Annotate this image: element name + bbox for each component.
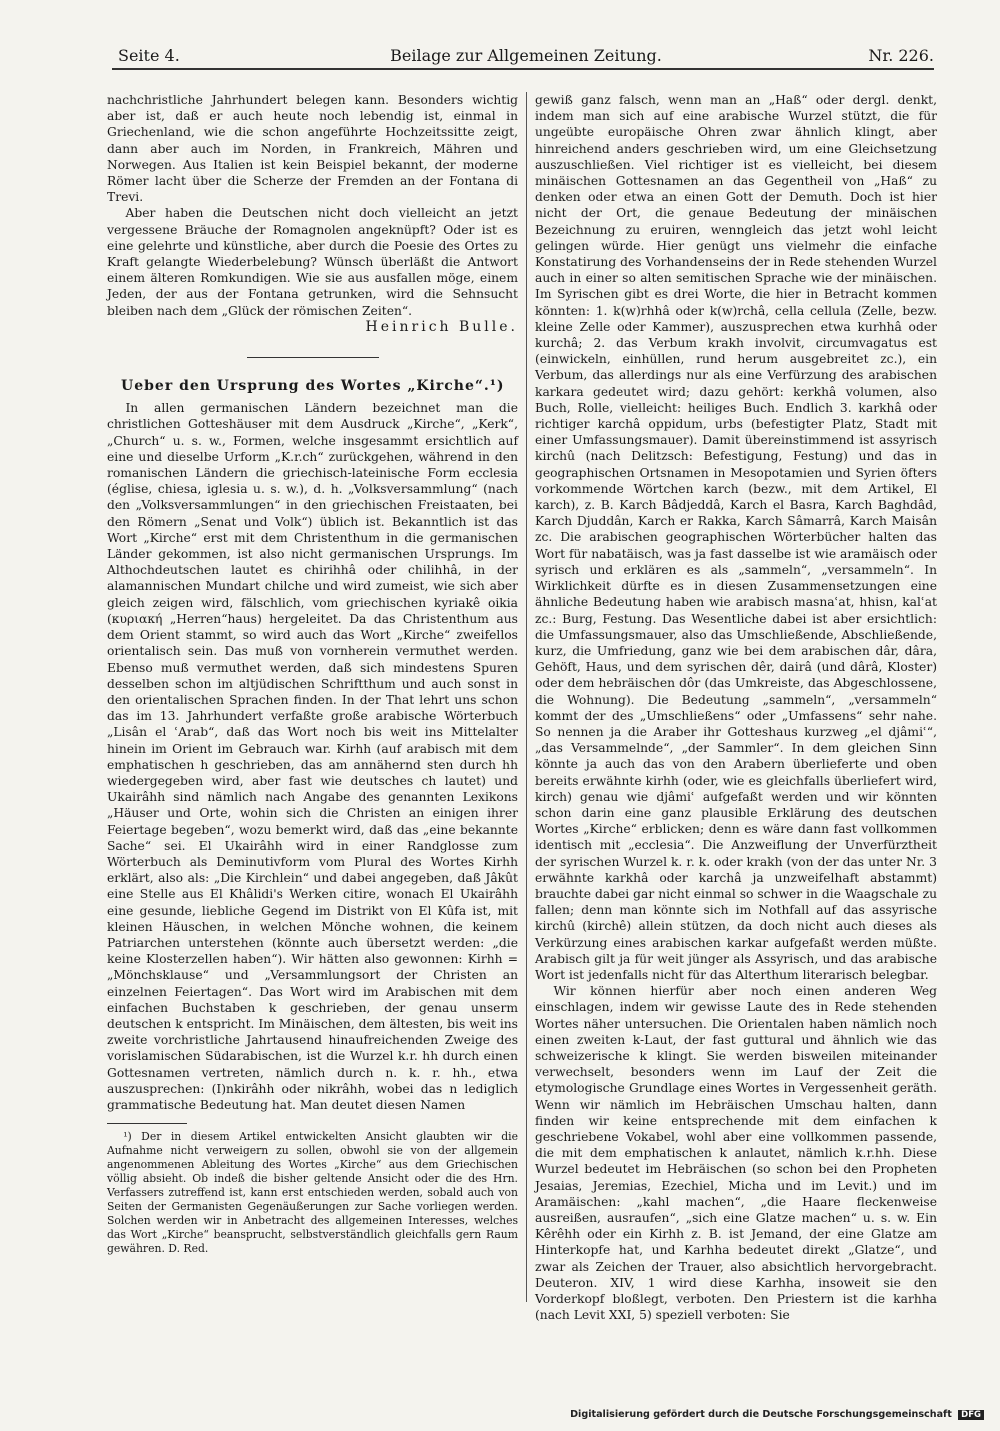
column-divider [526, 92, 527, 1302]
dfg-logo: DFG [958, 1410, 984, 1420]
header-rule [112, 68, 934, 70]
paragraph: gewiß ganz falsch, wenn man an „Haß“ oder dergl. denkt, indem man sich auf eine arabische Wurzel stützt, die für ungeübte europäische Ohren zwar ähnlich klingt, aber hinreichend anders geschrieben wird, um eine Gleichsetzung auszuschließen. Viel richtiger ist es vielleicht, bei diesem minäischen Gottesnamen an das Gegentheil von „Haß“ zu denken oder etwa an einen Gott der Demuth. Doch ist hier nicht der Ort, die genaue Bedeutung der minäischen Bezeichnung zu eruiren, wenngleich das jetzt wohl leicht gelingen würde. Hier genügt uns vielmehr die einfache Konstatirung des Vorhandenseins der in Rede stehenden Wurzel auch in einer so alten semitischen Sprache wie der minäischen. Im Syrischen gibt es drei Worte, die hier in Betracht kommen könnten: 1. k(w)rhhâ oder k(w)rchâ, cella cellula (Zelle, bezw. kleine Zelle oder Kammer), auszusprechen etwa kurhhâ oder kurchâ; 2. das Verbum krakh involvit, circumvagatus est (einwickeln, einhüllen, rund herum ausgebreitet zc.), ein Verbum, das allerdings nur als eine Verfürzung des arabischen karkara gedeutet wird; dazu gehört: kerkhâ volumen, also Buch, Rolle, vielleicht: heiliges Buch. Endlich 3. karkhâ oder richtiger karchâ oppidum, urbs (befestigter Platz, Stadt mit einer Umfassungsmauer). Damit übereinstimmend ist assyrisch kirchû (nach Delitzsch: Befestigung, Festung) und das in geographischen Ortsnamen in Mesopotamien und Syrien öfters vorkommende Wörtchen karch (bezw., mit dem Artikel, El karch), z. B. Karch Bâdjeddâ, Karch el Basra, Karch Baghdâd, Karch Djuddân, Karch er Rakka, Karch Sâmarrâ, Karch Maisân zc. Die arabischen geographischen Wörterbücher halten das Wort für nabatäisch, was ja fast dasselbe ist wie aramäisch oder syrisch und erklären es als „sammeln“, „versammeln“. In Wirklichkeit dürfte es in diesen Zusammensetzungen eine ähnliche Bedeutung haben wie arabisch masnaʿat, hhisn, kalʿat zc.: Burg, Festung. Das Wesentliche dabei ist aber ersichtlich: die Umfassungsmauer, also das Umschließende, Abschließende, kurz, die Umfriedung, ganz wie bei dem arabischen dâr, dâra, Gehöft, Haus, und dem syrischen dêr, dairâ (und dârâ, Kloster) oder dem hebräischen dôr (das Umkreiste, das Abgeschlossene, die Wohnung). Die Bedeutung „sammeln“, „versammeln“ kommt der des „Umschließens“ oder „Umfassens“ sehr nahe. So nennen ja die Araber ihr Gotteshaus kurzweg „el djâmiʿ“, „das Versammelnde“, „der Sammler“. In dem gleichen Sinn könnte ja auch das von den Arabern überlieferte und oben bereits erwähnte kirhh (oder, wie es gleichfalls überliefert wird, kirch) genau wie djâmiʿ aufgefaßt werden und wir könnten schon darin eine ganz plausible Erklärung des deutschen Wortes „Kirche“ erblicken; denn es wäre dann fast vollkommen identisch mit „ecclesia“. Die Anzweiflung der Unverfürztheit der syrischen Wurzel k. r. k. oder krakh (von der das unter Nr. 3 erwähnte karkhâ oder karchâ ja unzweifelhaft abstammt) brauchte dabei gar nicht einmal so schwer in die Waagschale zu fallen; denn man könnte sich im Nothfall auf das assyrische kirchû (kirchê) allein stützen, da doch nicht auch dieses als Verkürzung eines arabischen karkar aufgefaßt werden müßte. Arabisch gilt ja für weit jünger als Assyrisch, und das arabische Wort ist jedenfalls nicht für das Alterthum literarisch belegbar. [535, 93, 937, 982]
paragraph: In allen germanischen Ländern bezeichnet man die christlichen Gotteshäuser mit dem Ausdruck „Kirche“, „Kerk“, „Church“ u. s. w., Formen, welche insgesammt ersichtlich auf eine und dieselbe Urform „K.r.ch“ zurückgehen, während in den romanischen Ländern die griechisch-lateinische Form ecclesia (église, chiesa, iglesia u. s. w.), d. h. „Volksversammlung“ (nach den „Volksversammlungen“ in den griechischen Freistaaten, bei den Römern „Senat und Volk“) üblich ist. Bekanntlich ist das Wort „Kirche“ erst mit dem Christenthum in die germanischen Länder gekommen, ist also nicht germanischen Ursprungs. Im Althochdeutschen lautet es chirihhâ oder chilihhâ, in der alamannischen Mundart chilche und wird zumeist, wie sich aber gleich zeigen wird, fälschlich, vom griechischen kyriakê oikia (κυριακή „Herren“haus) hergeleitet. Da das Christenthum aus dem Orient stammt, so wird auch das Wort „Kirche“ zweifellos orientalisch sein. Das muß von vornherein vermuthet werden. Ebenso muß vermuthet werden, daß sich mindestens Spuren desselben schon im altjüdischen Schriftthum und auch sonst in den orientalischen Sprachen finden. In der That lehrt uns schon das im 13. Jahrhundert verfaßte große arabische Wörterbuch „Lisân el ʿArab“, daß das Wort noch bis weit ins Mittelalter hinein im Orient im Gebrauch war. Kirhh (auf arabisch mit dem emphatischen h geschrieben, das am annähernd sten durch hh wiedergegeben wird, aber fast wie deutsches ch lautet) und Ukairâhh sind nämlich nach Angabe des genannten Lexikons „Häuser und Orte, wohin sich die Christen an einigen ihrer Feiertage begeben“, wozu bemerkt wird, daß das „eine bekannte Sache“ sei. El Ukairâhh wird in einer Randglosse zum Wörterbuch als Deminutivform vom Plural des Wortes Kirhh erklärt, also als: „Die Kirchlein“ und dabei angegeben, daß Jâkût eine Stelle aus El Khâlidi's Werken citire, wonach El Ukairâhh eine gesunde, liebliche Gegend im Distrikt von El Kûfa ist, mit kleinen Häuschen, in welchen Mönche wohnen, die keinem Patriarchen unterstehen (könnte auch übersetzt werden: „die keine Klosterzellen haben“). Wir hätten also gewonnen: Kirhh = „Mönchsklause“ und „Versammlungsort der Christen an einzelnen Feiertagen“. Das Wort wird im Arabischen mit dem einfachen Buchstaben k geschrieben, der genau unserm deutschen k entspricht. Im Minäischen, dem ältesten, bis weit ins zweite vorchristliche Jahrtausend hinaufreichenden Zweige des vorislamischen Südarabischen, ist die Wurzel k.r. hh durch einen Gottesnamen vertreten, nämlich durch n. k. r. hh., etwa auszusprechen: (I)nkirâhh oder nikrâhh, wobei das n lediglich grammatische Bedeutung hat. Man deutet diesen Namen [107, 401, 518, 1112]
section-divider [247, 357, 379, 358]
footnote-text: ¹) Der in diesem Artikel entwickelten Ansicht glaubten wir die Aufnahme nicht verweigern zu sollen, obwohl sie von der allgemein angenommenen Ableitung des Wortes „Kirche“ aus dem Griechischen völlig absieht. Ob indeß die bisher geltende Ansicht oder die des Hrn. Verfassers zutreffend ist, kann erst entschieden werden, sobald auch von Seiten der Germanisten Gegenäußerungen zur Sache vorliegen werden. Solchen werden wir in Anbetracht des allgemeinen Interesses, welches das Wort „Kirche“ beansprucht, selbstverständlich gleichfalls gern Raum gewähren. D. Red. [107, 1130, 518, 1256]
page-number: Seite 4. [118, 46, 180, 65]
credit-text: Digitalisierung gefördert durch die Deutsche Forschungsgemeinschaft [570, 1409, 952, 1420]
right-column [535, 92, 937, 1323]
left-column [107, 92, 518, 1256]
paragraph: nachchristliche Jahrhundert belegen kann. Besonders wichtig aber ist, daß er auch heute noch lebendig ist, einmal in Griechenland, wie die schon angeführte Hochzeitssitte zeigt, dann aber auch im Norden, in Frankreich, Mähren und Norwegen. Aus Italien ist kein Beispiel bekannt, der moderne Römer lacht über die Scherze der Fremden an der Fontana di Trevi. [107, 93, 518, 205]
paragraph: Aber haben die Deutschen nicht doch vielleicht an jetzt vergessene Bräuche der Romagnolen angeknüpft? Oder ist es eine gelehrte und künstliche, aber durch die Poesie des Ortes zu Kraft gelangte Wiederbelebung? Wünsch überläßt die Antwort einem älteren Romkundigen. Wie sie aus ausfallen möge, einem Jeden, der aus der Fontana getrunken, wird die Sehnsucht bleiben nach dem „Glück der römischen Zeiten“. [107, 206, 518, 318]
footnote-rule [107, 1123, 187, 1124]
digitization-credit [570, 1409, 984, 1420]
article-title: Ueber den Ursprung des Wortes „Kirche“.¹) [121, 378, 505, 395]
publication-title: Beilage zur Allgemeinen Zeitung. [390, 46, 662, 65]
issue-number: Nr. 226. [868, 46, 934, 65]
page-header [118, 46, 934, 68]
footnote [107, 1130, 518, 1256]
paragraph: Wir können hierfür aber noch einen anderen Weg einschlagen, indem wir gewisse Laute des in Rede stehenden Wortes näher untersuchen. Die Orientalen haben nämlich noch einen zweiten k-Laut, der fast guttural und ähnlich wie das schweizerische k klingt. Sie werden bisweilen miteinander verwechselt, besonders wenn im Lauf der Zeit die etymologische Grundlage eines Wortes in Vergessenheit geräth. Wenn wir nämlich im Hebräischen Umschau halten, dann finden wir keine entsprechende mit dem einfachen k geschriebene Vokabel, wohl aber eine vollkommen passende, die mit dem emphatischen k anlautet, nämlich k.r.hh. Diese Wurzel bedeutet im Hebräischen (so schon bei den Propheten Jesaias, Jeremias, Ezechiel, Micha und im Levit.) und im Aramäischen: „kahl machen“, „die Haare fleckenweise ausreißen, ausraufen“, „sich eine Glatze machen“ u. s. w. Ein Kêrêhh oder ein Kirhh z. B. ist Jemand, der eine Glatze am Hinterkopfe hat, und Karhha bedeutet direkt „Glatze“, und zwar als Zeichen der Trauer, also absichtlich hervorgebracht. Deuteron. XIV, 1 wird diese Karhha, insoweit sie den Vorderkopf bloßlegt, verboten. Den Priestern ist die karhha (nach Levit XXI, 5) speziell verboten: Sie [535, 984, 937, 1323]
author-signature: Heinrich Bulle. [365, 318, 518, 335]
